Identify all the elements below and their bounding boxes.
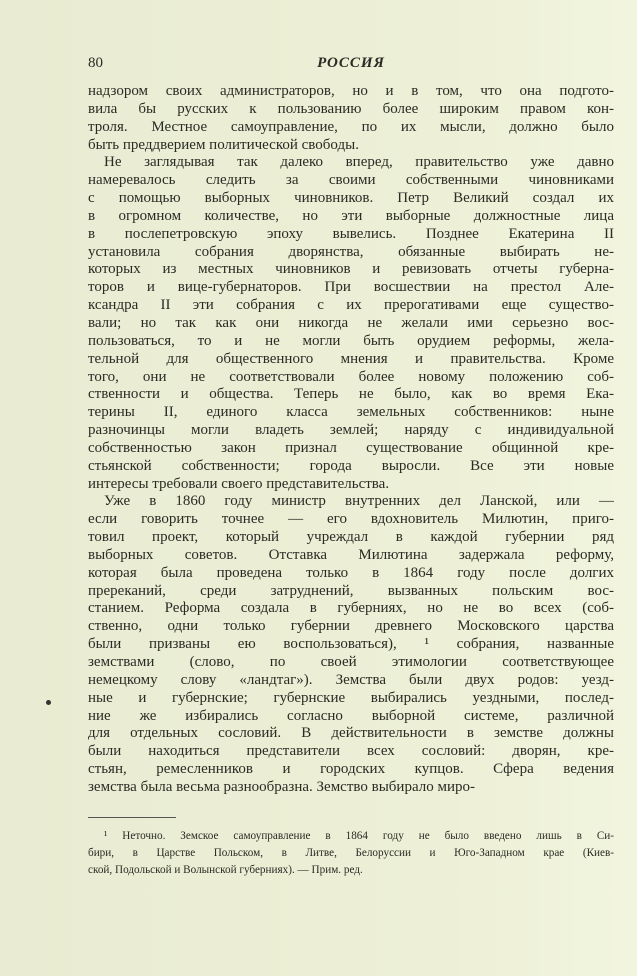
text-line: земства была весьма разнообразна. Земство выбирало миро-	[88, 778, 475, 795]
paragraph	[88, 154, 614, 493]
text-line: были находиться представители всех сословий: дворян, кре-	[88, 743, 614, 760]
text-line: Уже в 1860 году министр внутренних дел Ланской, или —	[104, 493, 614, 510]
text-line: торов и вице-губернаторов. При восшествии на престол Але-	[88, 279, 614, 296]
text-line: разночинцы могли владеть землей; наряду с индивидуальной	[88, 422, 614, 439]
footnote-line: бири, в Царстве Польском, в Литве, Белоруссии и Юго-Западном крае (Киев-	[88, 847, 614, 859]
text-line: выборных советов. Отставка Милютина задержала реформу,	[88, 546, 614, 563]
text-line: стьян, ремесленников и городских купцов. Сфера ведения	[88, 761, 614, 778]
page-number: 80	[88, 55, 103, 71]
text-line: для отдельных сословий. В действительности в земстве должны	[88, 725, 614, 742]
text-line: товил проект, который учреждал в каждой губернии ряд	[88, 529, 614, 546]
footnote	[88, 828, 614, 879]
text-line: пользоваться, то и не могли быть орудием реформы, жела-	[88, 332, 614, 349]
text-line: ные и губернские; губернские выбирались уездными, послед-	[88, 689, 614, 706]
text-line: ственности и общества. Теперь не было, как во время Ека-	[88, 386, 614, 403]
text-line: в огромном количестве, но эти выборные должностные лица	[88, 207, 614, 224]
text-line: немецкому слову «ландтаг»). Земства были двух родов: уезд-	[88, 671, 614, 688]
text-line: в послепетровскую эпоху вывелись. Позднее Екатерина II	[88, 225, 614, 242]
text-line: вали; но так как они никогда не желали ими серьезно вос-	[88, 314, 614, 331]
page-body	[88, 83, 614, 797]
text-line: собственностью закон признал существование общинной кре-	[88, 439, 614, 456]
text-line: Не заглядывая так далеко вперед, правительство уже давно	[104, 154, 614, 171]
text-line: которая была проведена только в 1864 году после долгих	[88, 564, 614, 581]
paragraph	[88, 493, 614, 796]
text-line: земствами (слово, по своей этимологии соответствующее	[88, 654, 614, 670]
margin-mark	[46, 700, 51, 705]
text-line: если говорить точнее — его вдохновитель Милютин, приго-	[88, 511, 614, 528]
page-header	[88, 55, 614, 75]
text-line: надзором своих администраторов, но и в том, что она подгото-	[88, 83, 614, 99]
footnote-divider	[88, 817, 176, 818]
text-line: вила бы русских к пользованию более широким правом кон-	[88, 100, 614, 117]
paragraph	[88, 83, 614, 154]
text-line: намеревалось следить за своими собственными чиновниками	[88, 172, 614, 189]
text-line: установила собрания дворянства, обязанные выбирать не-	[88, 243, 614, 260]
text-line: ксандра II эти собрания с их прерогативами еще существо-	[88, 297, 614, 314]
text-line: терины II, единого класса земельных собственников: ныне	[88, 404, 614, 421]
text-line: интересы требовали своего представительства.	[88, 475, 390, 492]
footnote-line: ской, Подольской и Волынской губерниях). — Прим. ред.	[88, 864, 363, 876]
text-line: с помощью выборных чиновников. Петр Великий создал их	[88, 190, 614, 207]
text-line: троля. Местное самоуправление, по их мысли, должно было	[88, 118, 614, 135]
text-line: тельной для общественного мнения и правительства. Кроме	[88, 350, 614, 367]
text-line: того, они не соответствовали более новому положению соб-	[88, 368, 614, 385]
text-line: были призваны ею воспользоваться), ¹ собрания, названные	[88, 636, 614, 653]
text-line: станием. Реформа создала в губерниях, но не во всех (соб-	[88, 600, 614, 617]
text-line: стьянской собственности; города выросли. Все эти новые	[88, 457, 614, 474]
text-line: быть преддверием политической свободы.	[88, 136, 359, 153]
footnote-line: ¹ Неточно. Земское самоуправление в 1864 году не было введено лишь в Си-	[104, 830, 614, 842]
text-line: пререканий, среди затруднений, вызванных польским вос-	[88, 582, 614, 599]
text-line: которых из местных чиновников и ревизовать отчеты губерна-	[88, 261, 614, 278]
text-line: ственно, одни только губернии древнего Московского царства	[88, 618, 614, 635]
running-title: РОССИЯ	[317, 55, 385, 71]
text-line: ние же избирались согласно выборной системе, различной	[88, 707, 614, 724]
